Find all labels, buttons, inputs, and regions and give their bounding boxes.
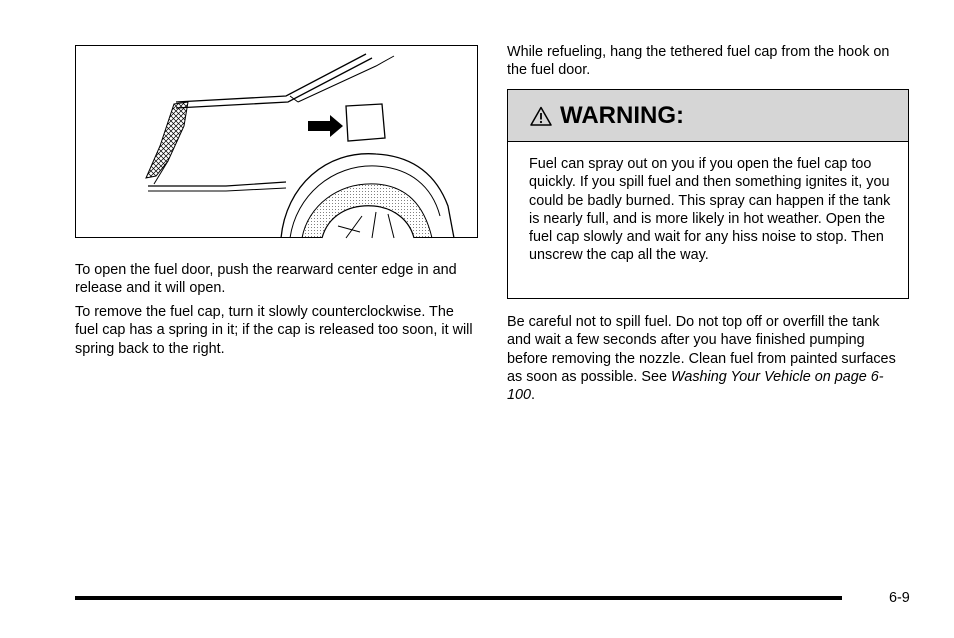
warning-title: WARNING: <box>560 101 684 129</box>
fuel-door-illustration <box>75 45 478 238</box>
vehicle-rear-quarter-drawing <box>76 46 479 239</box>
refueling-cap-instructions: While refueling, hang the tethered fuel cap from the hook on the fuel door. <box>507 44 890 79</box>
washing-vehicle-reference[interactable]: Washing Your Vehicle on page 6-100 <box>507 368 884 404</box>
warning-header <box>508 90 908 142</box>
fuel-spill-caution-end: . <box>531 387 536 404</box>
fuel-door-open-instructions: To open the fuel door, push the rearward center edge in and release and it will open. <box>75 262 457 297</box>
footer-rule <box>75 596 842 600</box>
fuel-cap-remove-instructions: To remove the fuel cap, turn it slowly counterclockwise. The fuel cap has a spring in it; if the cap is released too soon, it will spring back to the right. <box>75 304 473 357</box>
fuel-spill-caution-text: Be careful not to spill fuel. Do not top off or overfill the tank and wait a few seconds after you have finished pumping before removing the nozzle. Clean fuel from painted surfaces as soon as possible. See <box>507 314 896 385</box>
fuel-spill-caution <box>507 313 907 404</box>
page-number: 6-9 <box>889 590 910 606</box>
warning-box <box>507 89 909 299</box>
warning-body: Fuel can spray out on you if you open the fuel cap too quickly. If you spill fuel and then something ignites it, you could be badly burned. This spray can happen if the tank is nearly full, and is more likely in hot weather. Open the fuel cap slowly and wait for any hiss noise to stop. Then unscrew the cap all the way. <box>529 156 891 264</box>
warning-triangle-icon <box>530 106 552 126</box>
